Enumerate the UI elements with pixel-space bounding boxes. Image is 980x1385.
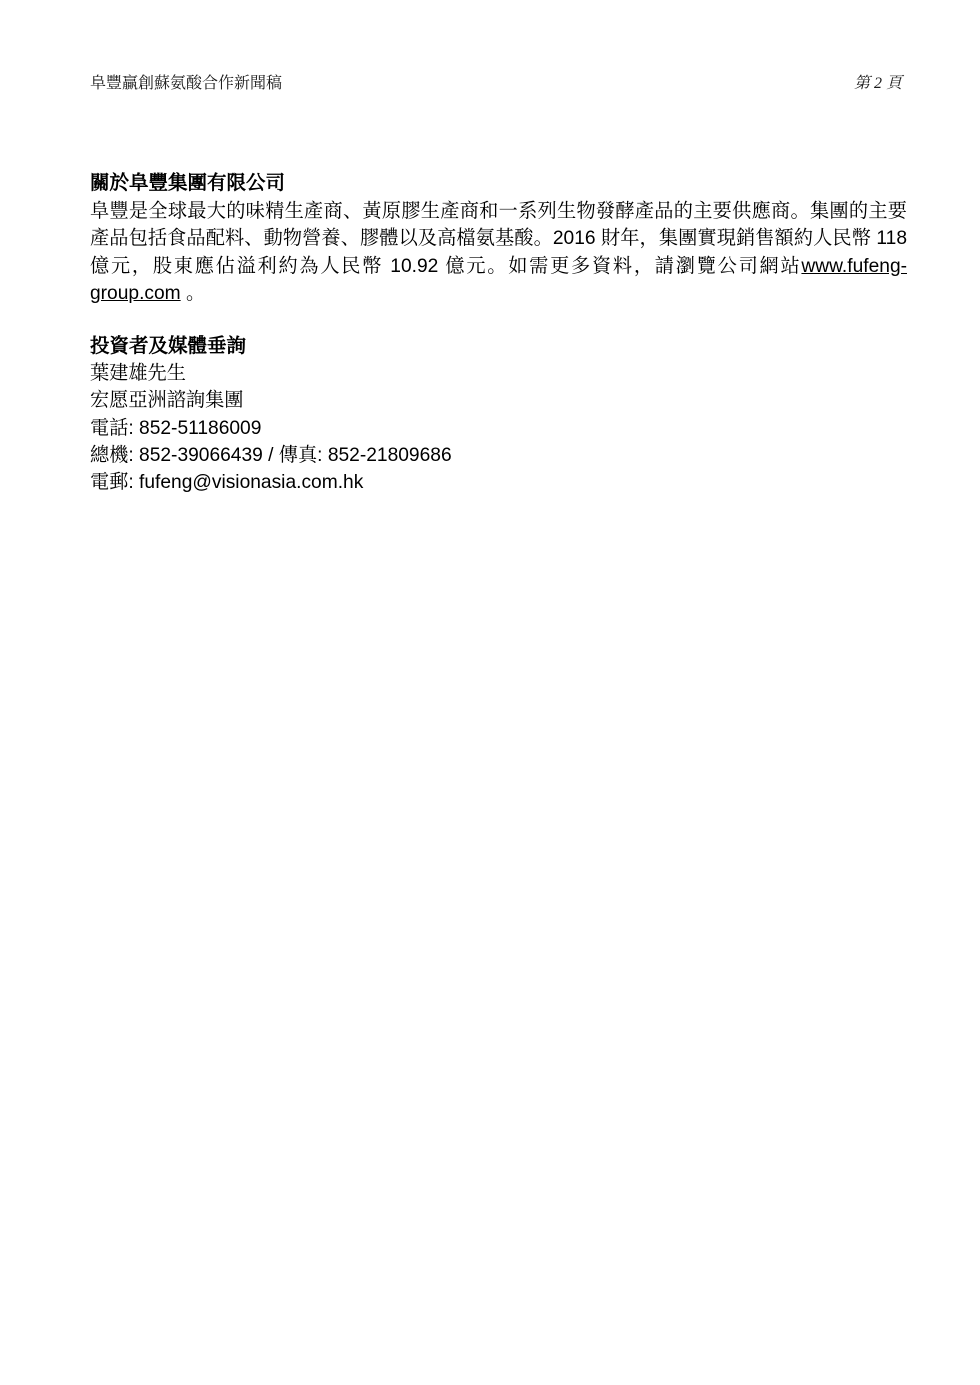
contact-person-name: 葉建雄先生 <box>90 363 186 384</box>
about-text-end: 。 <box>180 283 206 304</box>
about-paragraph <box>90 198 907 308</box>
header-title: 阜豐贏創蘇氨酸合作新聞稿 <box>90 75 283 92</box>
about-text: 阜豐是全球最大的味精生產商、黃原膠生產商和一系列生物發酵產品的主要供應商。集團的主要產品包括食品配料、動物營養、膠體以及高檔氨基酸。2016 財年，集團實現銷售額約人民幣 118 億元，股東應佔溢利約為人民幣 10.92 億元。如需更多資料，請瀏覽公司網站 <box>90 200 907 277</box>
contact-switchboard-fax-line: 總機: 852-39066439 / 傳真: 852-21809686 <box>90 444 452 466</box>
about-section-heading: 關於阜豐集團有限公司 <box>90 172 286 194</box>
page-header <box>0 0 980 93</box>
contact-phone-line: 電話: 852-51186009 <box>90 417 262 439</box>
contact-section-heading: 投資者及媒體垂詢 <box>90 334 247 357</box>
company-website-link[interactable]: www.fufeng-group.com <box>90 255 907 304</box>
contact-company-name: 宏愿亞洲諮詢集團 <box>90 390 244 412</box>
contact-email-line: 電郵: fufeng@visionasia.com.hk <box>90 472 364 494</box>
document-content <box>0 170 980 496</box>
page-number: 第 2 頁 <box>853 75 902 92</box>
